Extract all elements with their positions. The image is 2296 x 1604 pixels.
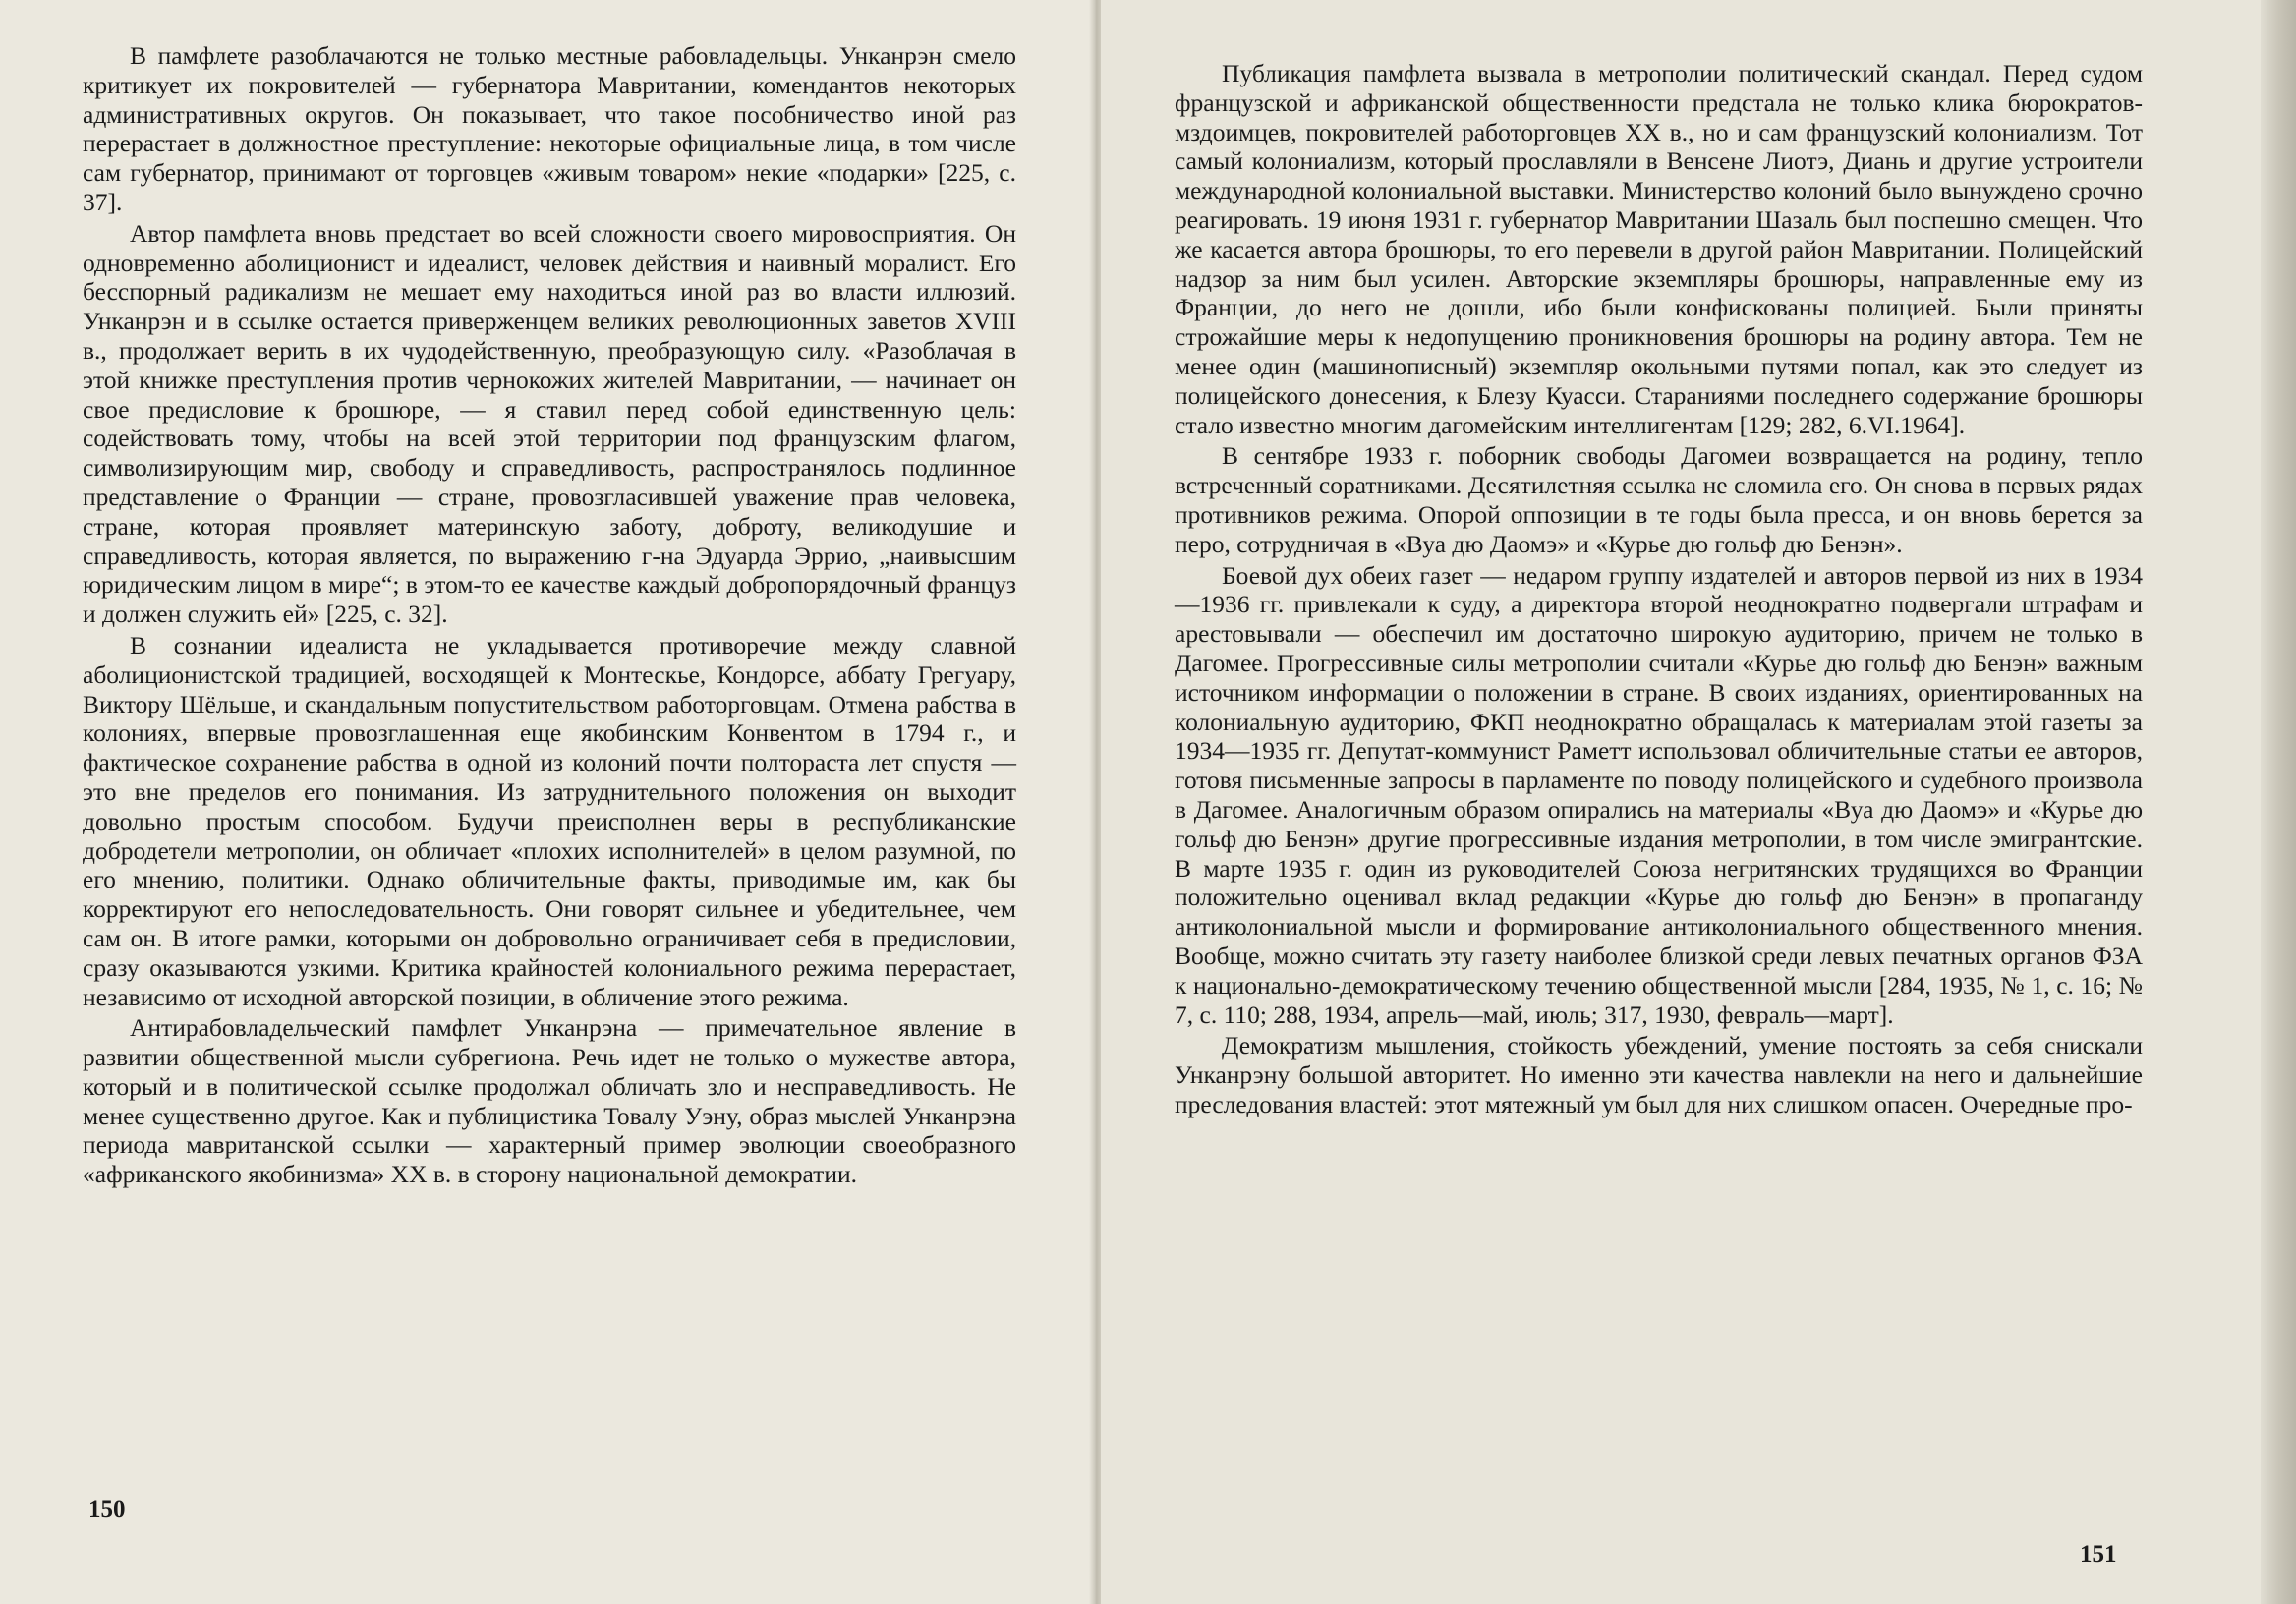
paragraph: Демократизм мышления, стойкость убеждений, умение постоять за себя снискали Унканрэну большой авторитет. Но именно эти качества навлекли на него и дальнейшие преследования властей: этот мятежный ум был для них слишком опасен. Очередные про- bbox=[1175, 1031, 2143, 1118]
left-page-text bbox=[83, 41, 1016, 1191]
paragraph: В сознании идеалиста не укладывается противоречие между славной аболиционистской традицией, восходящей к Монтескье, Кондорсе, аббату Грегуару, Виктору Шёльше, и скандальным попустительством работорговцам. Отмена рабства в колониях, впервые провозглашенная еще якобинским Конвентом в 1794 г., и фактическое сохранение рабства в одной из колоний почти полтораста лет спустя — это вне пределов его понимания. Из затруднительного положения он выходит довольно простым способом. Будучи преисполнен веры в республиканские добродетели метрополии, он обличает «плохих исполнителей» в целом разумной, по его мнению, политики. Однако обличительные факты, приводимые им, как бы корректируют его непоследовательность. Они говорят сильнее и убедительнее, чем сам он. В итоге рамки, которыми он добровольно ограничивает себя в предисловии, сразу оказываются узкими. Критика крайностей колониального режима перерастает, независимо от исходной авторской позиции, в обличение этого режима. bbox=[83, 630, 1016, 1011]
page-number-left: 150 bbox=[88, 1496, 126, 1522]
right-page bbox=[1101, 0, 2296, 1604]
page-edge-shadow bbox=[2261, 0, 2296, 1604]
paragraph: Боевой дух обеих газет — недаром группу издателей и авторов первой из них в 1934—1936 гг. привлекали к суду, а директора второй неоднократно подвергали штрафам и арестовывали — обеспечил им достаточно широкую аудиторию, причем не только в Дагомее. Прогрессивные силы метрополии считали «Курье дю гольф дю Бенэн» важным источником информации о положении в стране. В своих изданиях, ориентированных на колониальную аудиторию, ФКП неоднократно обращалась к материалам этой газеты за 1934—1935 гг. Депутат-коммунист Раметт использовал обличительные статьи ее авторов, готовя письменные запросы в парламенте по поводу полицейского и судебного произвола в Дагомее. Аналогичным образом опирались на материалы «Вуа дю Даомэ» и «Курье дю гольф дю Бенэн» другие прогрессивные издания метрополии, в том числе эмигрантские. В марте 1935 г. один из руководителей Союза негритянских трудящихся во Франции положительно оценивал вклад редакции «Курье дю гольф дю Бенэн» в пропаганду антиколониальной мысли и формирование антиколониального общественного мнения. Вообще, можно считать эту газету наиболее близкой среди левых печатных органов ФЗА к национально-демократическому течению общественной мысли [284, 1935, № 1, с. 16; № 7, с. 110; 288, 1934, апрель—май, июль; 317, 1930, февраль—март]. bbox=[1175, 560, 2143, 1029]
paragraph: В сентябре 1933 г. поборник свободы Дагомеи возвращается на родину, тепло встреченный соратниками. Десятилетняя ссылка не сломила его. Он снова в первых рядах противников режима. Опорой оппозиции в те годы была пресса, и он вновь берется за перо, сотрудничая в «Вуа дю Даомэ» и «Курье дю гольф дю Бенэн». bbox=[1175, 441, 2143, 558]
paragraph: Автор памфлета вновь предстает во всей сложности своего мировосприятия. Он одновременно аболиционист и идеалист, человек действия и наивный моралист. Его бесспорный радикализм не мешает ему находиться иной раз во власти иллюзий. Унканрэн и в ссылке остается приверженцем великих революционных заветов XVIII в., продолжает верить в их чудодейственную, преобразующую силу. «Разоблачая в этой книжке преступления против чернокожих жителей Мавритании, — начинает он свое предисловие к брошюре, — я ставил перед собой единственную цель: содействовать тому, чтобы на всей этой территории под французским флагом, символизирующим мир, свободу и справедливость, распространялось подлинное представление о Франции — стране, провозгласившей уважение прав человека, стране, которая проявляет материнскую заботу, доброту, великодушие и справедливость, которая является, по выражению г-на Эдуарда Эррио, „наивысшим юридическим лицом в мире“; в этом-то ее качестве каждый добропорядочный француз и должен служить ей» [225, с. 32]. bbox=[83, 218, 1016, 629]
left-page bbox=[0, 0, 1093, 1604]
paragraph: Публикация памфлета вызвала в метрополии политический скандал. Перед судом французской и африканской общественности предстала не только клика бюрократов-мздоимцев, покровителей работорговцев XX в., но и сам французский колониализм. Тот самый колониализм, который прославляли в Венсене Лиотэ, Диань и другие устроители международной колониальной выставки. Министерство колоний было вынуждено срочно реагировать. 19 июня 1931 г. губернатор Мавритании Шазаль был поспешно смещен. Что же касается автора брошюры, то его перевели в другой район Мавритании. Полицейский надзор за ним был усилен. Авторские экземпляры брошюры, направленные ему из Франции, до него не дошли, ибо были конфискованы полицией. Были приняты строжайшие меры к недопущению проникновения брошюры на родину автора. Тем не менее один (машинописный) экземпляр окольными путями попал, как это следует из полицейского донесения, к Блезу Куасси. Стараниями последнего содержание брошюры стало известно многим дагомейским интеллигентам [129; 282, 6.VI.1964]. bbox=[1175, 59, 2143, 439]
paragraph: Антирабовладельческий памфлет Унканрэна — примечательное явление в развитии общественной мысли субрегиона. Речь идет не только о мужестве автора, который и в политической ссылке продолжал обличать зло и несправедливость. Не менее существенно другое. Как и публицистика Товалу Уэну, образ мыслей Унканрэна периода мавританской ссылки — характерный пример эволюции своеобразного «африканского якобинизма» XX в. в сторону национальной демократии. bbox=[83, 1013, 1016, 1189]
page-number-right: 151 bbox=[2080, 1541, 2117, 1568]
paragraph: В памфлете разоблачаются не только местные рабовладельцы. Унканрэн смело критикует их покровителей — губернатора Мавритании, комендантов некоторых административных округов. Он показывает, что такое пособничество иной раз перерастает в должностное преступление: некоторые официальные лица, в том числе сам губернатор, принимают от торговцев «живым товаром» некие «подарки» [225, с. 37]. bbox=[83, 41, 1016, 216]
right-page-text bbox=[1175, 59, 2143, 1121]
